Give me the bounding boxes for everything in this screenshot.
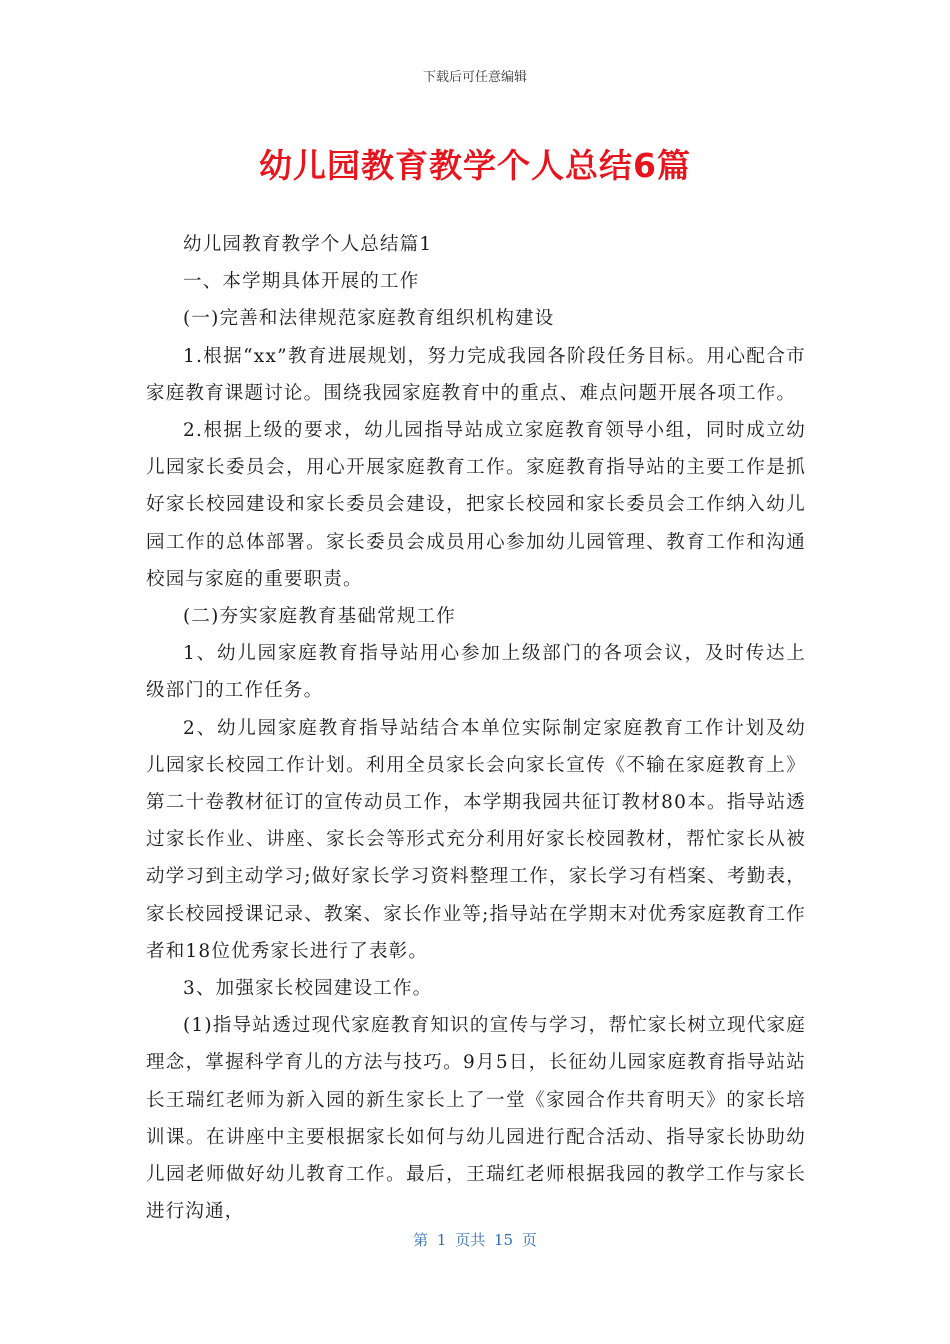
- page-total-number: 15: [494, 1231, 514, 1249]
- section-heading: 幼儿园教育教学个人总结篇1: [183, 234, 433, 255]
- subsection-heading: 一、本学期具体开展的工作: [183, 271, 420, 293]
- subsection-heading: (二)夯实家庭教育基础常规工作: [183, 606, 456, 628]
- body-paragraph: (1)指导站透过现代家庭教育知识的宣传与学习，帮忙家长树立现代家庭理念，掌握科学育儿的方法与技巧。9月5日，长征幼儿园家庭教育指导站站长王瑞红老师为新入园的新生家长上了一堂《家园合作共育明天》的家长培训课。在讲座中主要根据家长如何与幼儿园进行配合活动、指导家长协助幼儿园老师做好幼儿教育工作。最后，王瑞红老师根据我园的教学工作与家长进行沟通，: [146, 1015, 806, 1223]
- page-label-suffix: 页: [521, 1231, 537, 1249]
- header-note: 下载后可任意编辑: [422, 70, 527, 85]
- page-current-number: 1: [436, 1231, 447, 1249]
- document-body: [146, 226, 806, 1230]
- document-title: 幼儿园教育教学个人总结6篇: [259, 146, 691, 185]
- body-paragraph: 1、幼儿园家庭教育指导站用心参加上级部门的各项会议，及时传达上级部门的工作任务。: [146, 643, 806, 702]
- subsection-heading: (一)完善和法律规范家庭教育组织机构建设: [183, 308, 555, 330]
- page-footer: [0, 1229, 950, 1250]
- page-label-middle: 页共: [455, 1231, 486, 1249]
- body-paragraph: 3、加强家长校园建设工作。: [183, 978, 433, 1000]
- page-label-prefix: 第: [413, 1231, 429, 1249]
- body-paragraph: 2、幼儿园家庭教育指导站结合本单位实际制定家庭教育工作计划及幼儿园家长校园工作计划。利用全员家长会向家长宣传《不输在家庭教育上》第二十卷教材征订的宣传动员工作，本学期我园共征订教材80本。指导站透过家长作业、讲座、家长会等形式充分利用好家长校园教材，帮忙家长从被动学习到主动学习;做好家长学习资料整理工作，家长学习有档案、考勤表，家长校园授课记录、教案、家长作业等;指导站在学期末对优秀家庭教育工作者和18位优秀家长进行了表彰。: [146, 717, 806, 962]
- body-paragraph: 2.根据上级的要求，幼儿园指导站成立家庭教育领导小组，同时成立幼儿园家长委员会，用心开展家庭教育工作。家庭教育指导站的主要工作是抓好家长校园建设和家长委员会建设，把家长校园和家长委员会工作纳入幼儿园工作的总体部署。家长委员会成员用心参加幼儿园管理、教育工作和沟通校园与家庭的重要职责。: [146, 420, 806, 590]
- body-paragraph: 1.根据“xx”教育进展规划，努力完成我园各阶段任务目标。用心配合市家庭教育课题讨论。围绕我园家庭教育中的重点、难点问题开展各项工作。: [146, 345, 806, 404]
